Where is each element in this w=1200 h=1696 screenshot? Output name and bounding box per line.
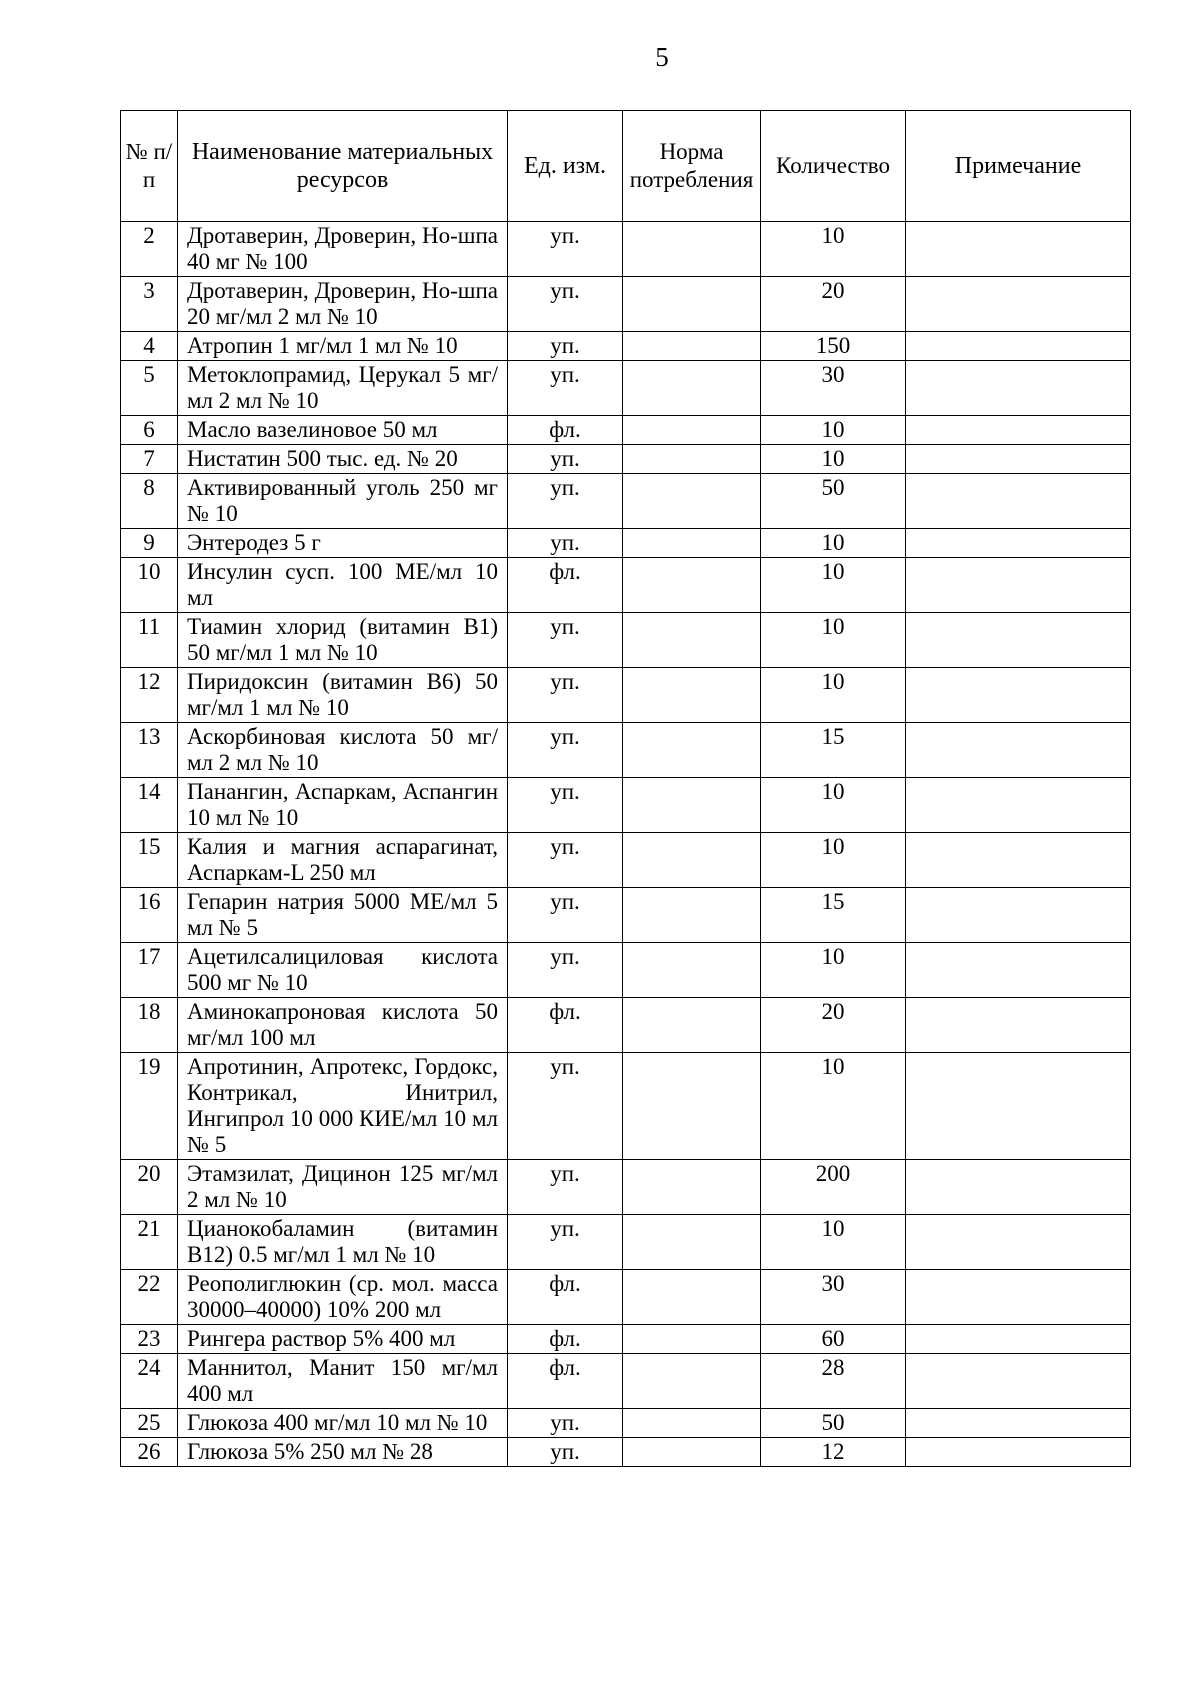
row-number: 14 [121, 778, 178, 833]
consumption-norm [623, 1325, 761, 1354]
resource-name: Дротаверин, Дроверин, Но-шпа 20 мг/мл 2 мл № 10 [178, 277, 508, 332]
table-row [121, 1438, 1131, 1467]
table-row [121, 222, 1131, 277]
consumption-norm [623, 445, 761, 474]
consumption-norm [623, 778, 761, 833]
table-row [121, 888, 1131, 943]
table-row [121, 416, 1131, 445]
row-number: 11 [121, 613, 178, 668]
row-number: 18 [121, 998, 178, 1053]
note [906, 1053, 1131, 1160]
row-number: 4 [121, 332, 178, 361]
table-row [121, 1409, 1131, 1438]
unit-of-measure: уп. [508, 723, 623, 778]
note [906, 558, 1131, 613]
row-number: 9 [121, 529, 178, 558]
note [906, 1215, 1131, 1270]
unit-of-measure: уп. [508, 1053, 623, 1160]
note [906, 529, 1131, 558]
quantity: 60 [761, 1325, 906, 1354]
quantity: 28 [761, 1354, 906, 1409]
resource-name: Активированный уголь 250 мг № 10 [178, 474, 508, 529]
consumption-norm [623, 277, 761, 332]
consumption-norm [623, 361, 761, 416]
table-row [121, 529, 1131, 558]
quantity: 10 [761, 558, 906, 613]
resource-name: Метоклопрамид, Церукал 5 мг/мл 2 мл № 10 [178, 361, 508, 416]
resource-name: Калия и магния аспарагинат, Аспаркам-L 250 мл [178, 833, 508, 888]
header-unit: Ед. изм. [508, 111, 623, 222]
row-number: 13 [121, 723, 178, 778]
row-number: 17 [121, 943, 178, 998]
quantity: 10 [761, 613, 906, 668]
row-number: 6 [121, 416, 178, 445]
note [906, 998, 1131, 1053]
table-header [121, 111, 1131, 222]
unit-of-measure: уп. [508, 778, 623, 833]
note [906, 778, 1131, 833]
note [906, 1325, 1131, 1354]
quantity: 10 [761, 445, 906, 474]
unit-of-measure: уп. [508, 1160, 623, 1215]
note [906, 833, 1131, 888]
resource-name: Аминокапроновая кислота 50 мг/мл 100 мл [178, 998, 508, 1053]
consumption-norm [623, 613, 761, 668]
quantity: 10 [761, 222, 906, 277]
table-row [121, 1354, 1131, 1409]
quantity: 200 [761, 1160, 906, 1215]
note [906, 416, 1131, 445]
consumption-norm [623, 723, 761, 778]
consumption-norm [623, 1053, 761, 1160]
note [906, 723, 1131, 778]
unit-of-measure: уп. [508, 529, 623, 558]
note [906, 332, 1131, 361]
table-row [121, 833, 1131, 888]
unit-of-measure: уп. [508, 474, 623, 529]
consumption-norm [623, 1354, 761, 1409]
resource-name: Глюкоза 5% 250 мл № 28 [178, 1438, 508, 1467]
consumption-norm [623, 1270, 761, 1325]
unit-of-measure: уп. [508, 332, 623, 361]
quantity: 10 [761, 1053, 906, 1160]
row-number: 5 [121, 361, 178, 416]
resource-name: Глюкоза 400 мг/мл 10 мл № 10 [178, 1409, 508, 1438]
consumption-norm [623, 332, 761, 361]
table-row [121, 778, 1131, 833]
unit-of-measure: уп. [508, 1409, 623, 1438]
quantity: 15 [761, 888, 906, 943]
quantity: 10 [761, 943, 906, 998]
quantity: 20 [761, 277, 906, 332]
note [906, 474, 1131, 529]
quantity: 30 [761, 361, 906, 416]
resource-name: Пиридоксин (витамин В6) 50 мг/мл 1 мл № 10 [178, 668, 508, 723]
row-number: 10 [121, 558, 178, 613]
note [906, 445, 1131, 474]
row-number: 15 [121, 833, 178, 888]
table-row [121, 943, 1131, 998]
resource-name: Цианокобаламин (витамин В12) 0.5 мг/мл 1 мл № 10 [178, 1215, 508, 1270]
resource-name: Маннитол, Манит 150 мг/мл 400 мл [178, 1354, 508, 1409]
resource-name: Рингера раствор 5% 400 мл [178, 1325, 508, 1354]
consumption-norm [623, 416, 761, 445]
row-number: 22 [121, 1270, 178, 1325]
resource-name: Панангин, Аспаркам, Аспангин 10 мл № 10 [178, 778, 508, 833]
table-row [121, 558, 1131, 613]
row-number: 8 [121, 474, 178, 529]
table-body [121, 222, 1131, 1467]
note [906, 1270, 1131, 1325]
table-row [121, 1215, 1131, 1270]
note [906, 1409, 1131, 1438]
resource-name: Аскорбиновая кислота 50 мг/мл 2 мл № 10 [178, 723, 508, 778]
consumption-norm [623, 474, 761, 529]
row-number: 3 [121, 277, 178, 332]
note [906, 613, 1131, 668]
quantity: 10 [761, 416, 906, 445]
resource-name: Дротаверин, Дроверин, Но-шпа 40 мг № 100 [178, 222, 508, 277]
table-row [121, 1053, 1131, 1160]
quantity: 10 [761, 833, 906, 888]
unit-of-measure: уп. [508, 943, 623, 998]
resource-name: Инсулин сусп. 100 МЕ/мл 10 мл [178, 558, 508, 613]
table-row [121, 613, 1131, 668]
quantity: 15 [761, 723, 906, 778]
row-number: 23 [121, 1325, 178, 1354]
resource-name: Нистатин 500 тыс. ед. № 20 [178, 445, 508, 474]
resource-name: Тиамин хлорид (витамин В1) 50 мг/мл 1 мл № 10 [178, 613, 508, 668]
unit-of-measure: уп. [508, 1438, 623, 1467]
consumption-norm [623, 668, 761, 723]
unit-of-measure: уп. [508, 361, 623, 416]
row-number: 25 [121, 1409, 178, 1438]
consumption-norm [623, 833, 761, 888]
quantity: 10 [761, 1215, 906, 1270]
quantity: 12 [761, 1438, 906, 1467]
header-num: № п/п [121, 111, 178, 222]
resource-name: Ацетилсалициловая кислота 500 мг № 10 [178, 943, 508, 998]
consumption-norm [623, 529, 761, 558]
row-number: 7 [121, 445, 178, 474]
consumption-norm [623, 1215, 761, 1270]
consumption-norm [623, 1409, 761, 1438]
note [906, 277, 1131, 332]
unit-of-measure: уп. [508, 277, 623, 332]
quantity: 10 [761, 668, 906, 723]
unit-of-measure: уп. [508, 445, 623, 474]
row-number: 12 [121, 668, 178, 723]
unit-of-measure: уп. [508, 833, 623, 888]
quantity: 10 [761, 529, 906, 558]
table-row [121, 1325, 1131, 1354]
resource-name: Реополиглюкин (ср. мол. масса 30000–40000) 10% 200 мл [178, 1270, 508, 1325]
unit-of-measure: уп. [508, 668, 623, 723]
note [906, 1354, 1131, 1409]
note [906, 1160, 1131, 1215]
page-number: 5 [655, 42, 669, 72]
resource-name: Гепарин натрия 5000 МЕ/мл 5 мл № 5 [178, 888, 508, 943]
table-row [121, 668, 1131, 723]
row-number: 20 [121, 1160, 178, 1215]
table-row [121, 1160, 1131, 1215]
note [906, 222, 1131, 277]
table-row [121, 723, 1131, 778]
header-name: Наименование материальных ресурсов [178, 111, 508, 222]
unit-of-measure: фл. [508, 998, 623, 1053]
table-row [121, 1270, 1131, 1325]
row-number: 16 [121, 888, 178, 943]
unit-of-measure: уп. [508, 222, 623, 277]
note [906, 943, 1131, 998]
consumption-norm [623, 888, 761, 943]
consumption-norm [623, 222, 761, 277]
unit-of-measure: уп. [508, 888, 623, 943]
resource-name: Масло вазелиновое 50 мл [178, 416, 508, 445]
table-row [121, 445, 1131, 474]
resource-name: Энтеродез 5 г [178, 529, 508, 558]
note [906, 888, 1131, 943]
header-row [121, 111, 1131, 222]
quantity: 150 [761, 332, 906, 361]
unit-of-measure: фл. [508, 1354, 623, 1409]
unit-of-measure: фл. [508, 1270, 623, 1325]
unit-of-measure: фл. [508, 1325, 623, 1354]
consumption-norm [623, 943, 761, 998]
consumption-norm [623, 558, 761, 613]
table-row [121, 361, 1131, 416]
resource-name: Этамзилат, Дицинон 125 мг/мл 2 мл № 10 [178, 1160, 508, 1215]
quantity: 10 [761, 778, 906, 833]
row-number: 24 [121, 1354, 178, 1409]
note [906, 1438, 1131, 1467]
unit-of-measure: фл. [508, 558, 623, 613]
resource-name: Апротинин, Апротекс, Гордокс, Контрикал, Инитрил, Ингипрол 10 000 КИЕ/мл 10 мл № 5 [178, 1053, 508, 1160]
row-number: 21 [121, 1215, 178, 1270]
unit-of-measure: уп. [508, 1215, 623, 1270]
row-number: 26 [121, 1438, 178, 1467]
header-note: Примечание [906, 111, 1131, 222]
resource-name: Атропин 1 мг/мл 1 мл № 10 [178, 332, 508, 361]
unit-of-measure: уп. [508, 613, 623, 668]
quantity: 50 [761, 1409, 906, 1438]
table-row [121, 332, 1131, 361]
consumption-norm [623, 1438, 761, 1467]
consumption-norm [623, 998, 761, 1053]
quantity: 50 [761, 474, 906, 529]
table-row [121, 998, 1131, 1053]
consumption-norm [623, 1160, 761, 1215]
resources-table [120, 110, 1131, 1467]
quantity: 20 [761, 998, 906, 1053]
unit-of-measure: фл. [508, 416, 623, 445]
note [906, 668, 1131, 723]
header-norm: Норма потребления [623, 111, 761, 222]
header-qty: Количество [761, 111, 906, 222]
note [906, 361, 1131, 416]
quantity: 30 [761, 1270, 906, 1325]
table-row [121, 474, 1131, 529]
row-number: 2 [121, 222, 178, 277]
table-row [121, 277, 1131, 332]
row-number: 19 [121, 1053, 178, 1160]
